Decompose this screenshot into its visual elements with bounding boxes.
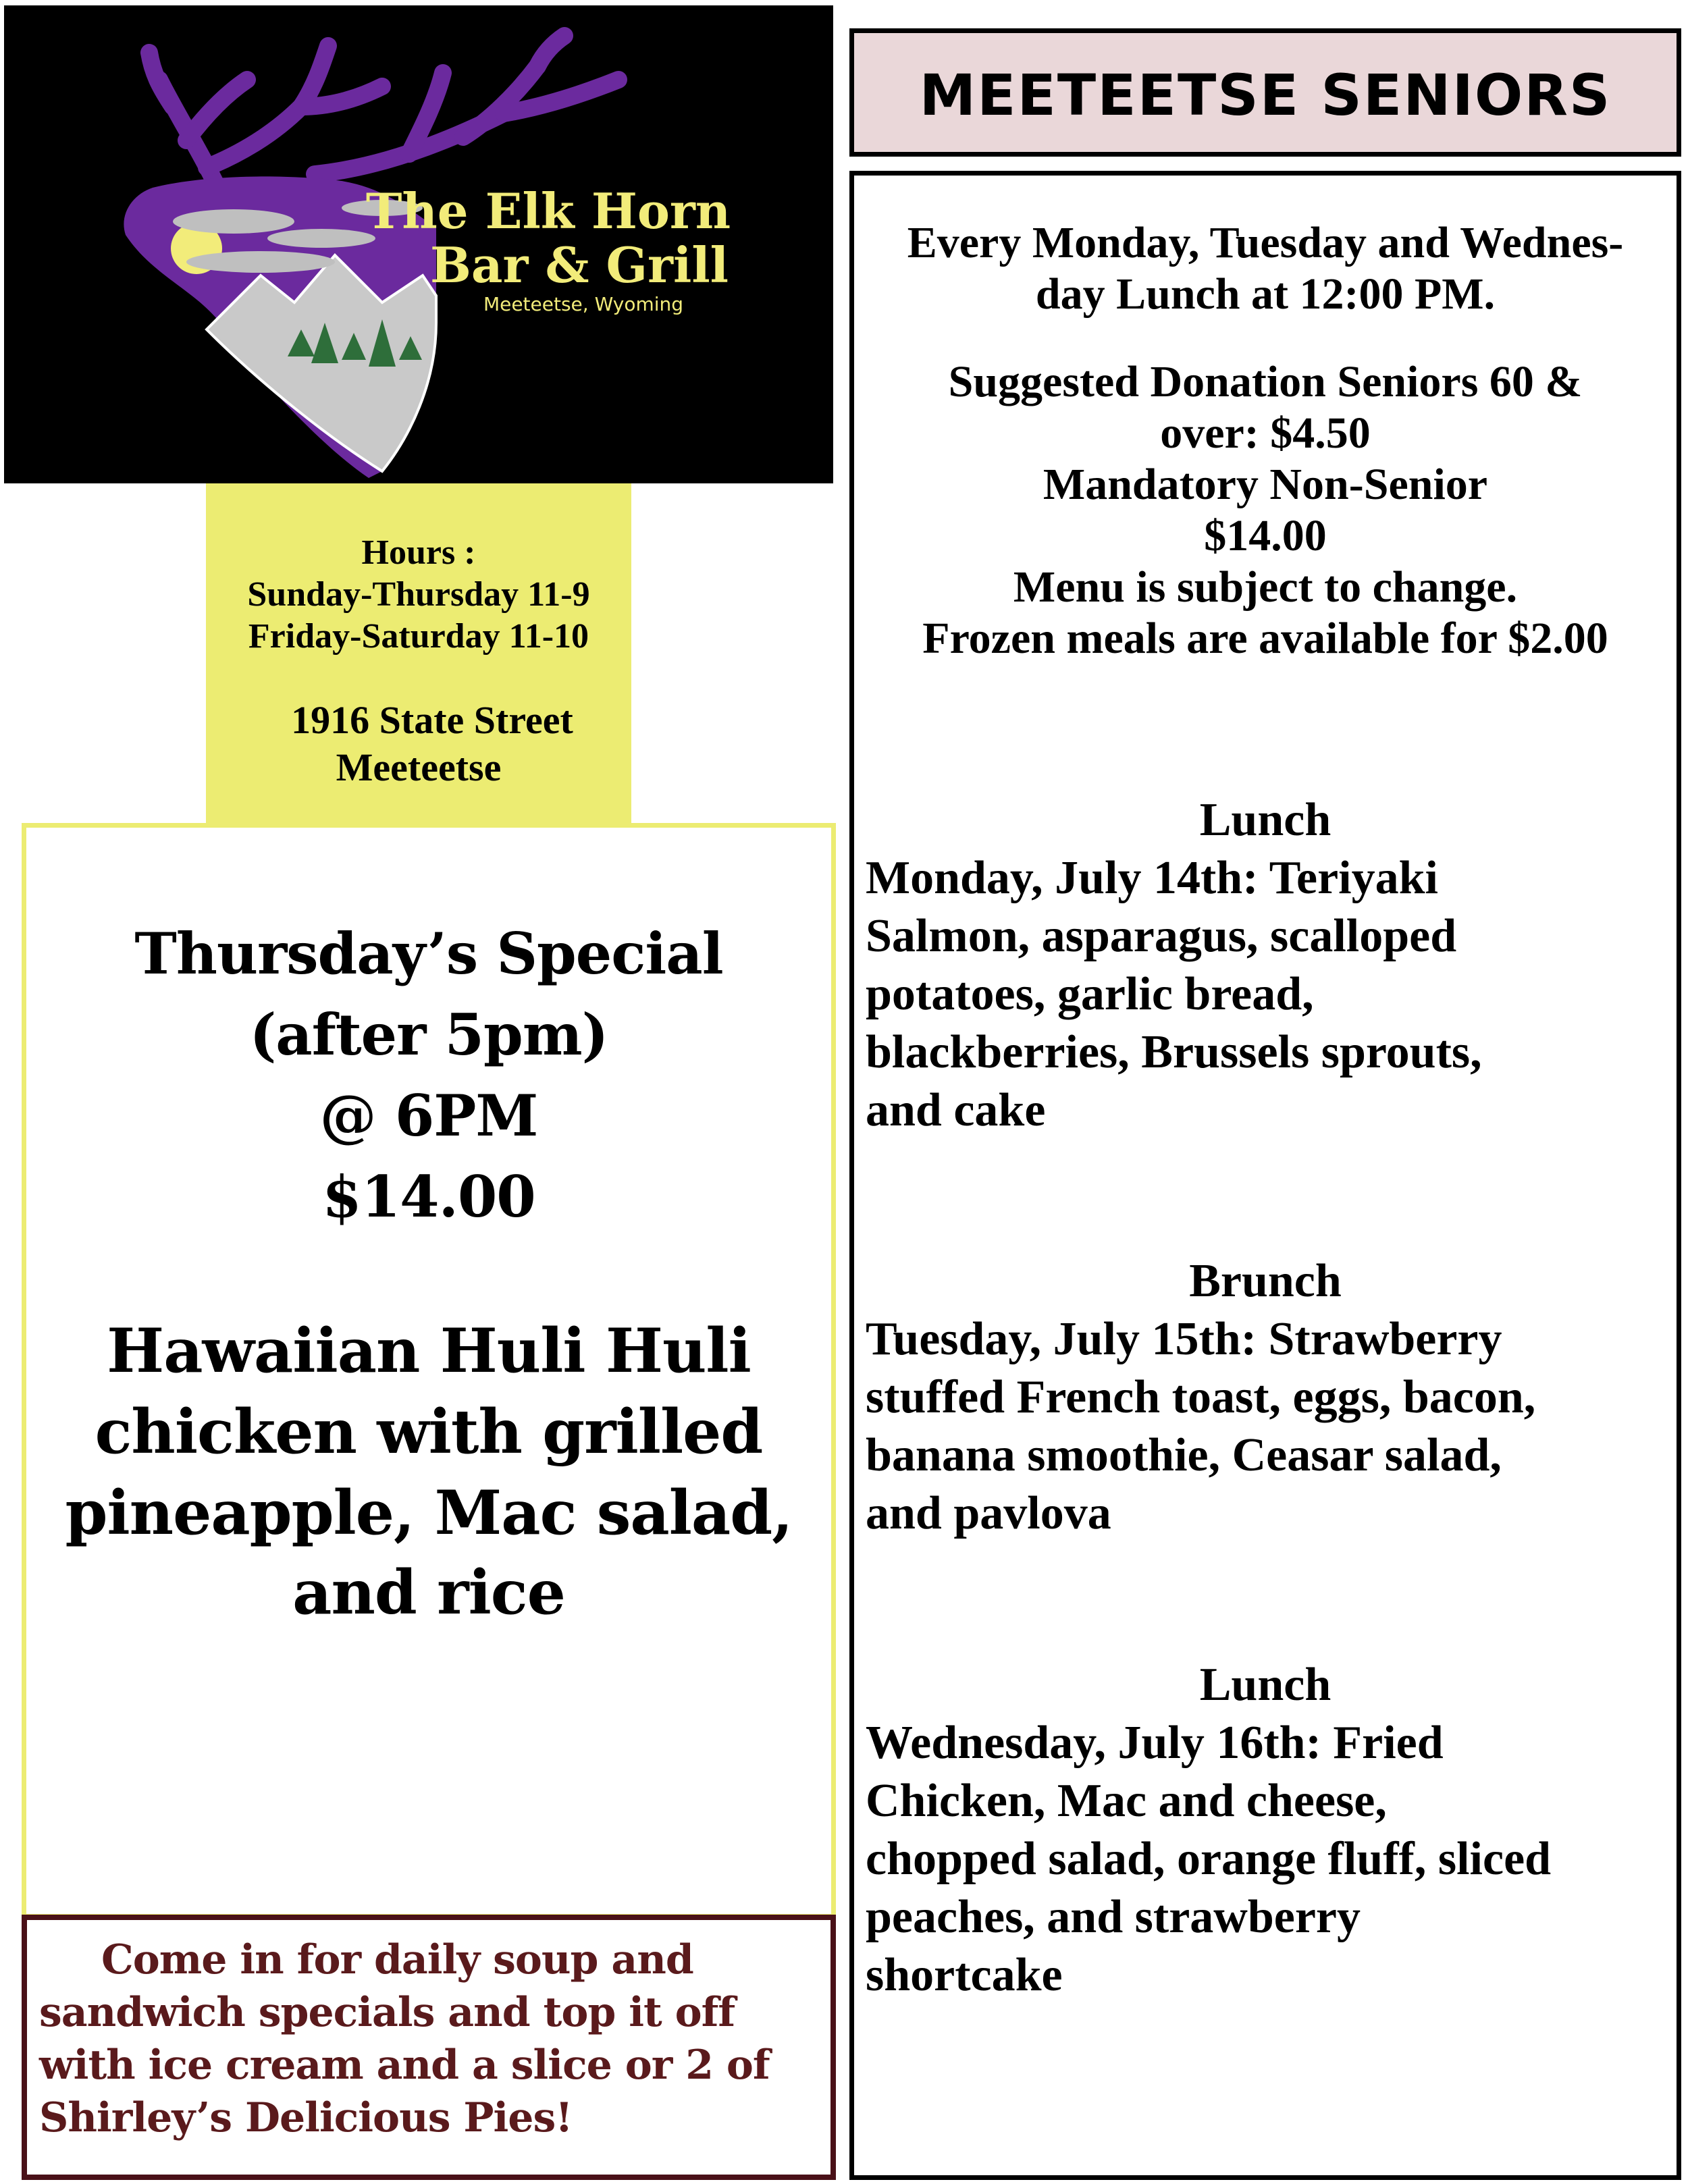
- special-dish-line: and rice: [292, 1557, 565, 1628]
- special-time-note: (after 5pm): [249, 1001, 608, 1068]
- meal-line: Tuesday, July 15th: Strawberry: [866, 1313, 1502, 1365]
- elk-horn-logo: [4, 5, 833, 483]
- promo-line: Come in for daily soup and: [101, 1936, 693, 1983]
- hours-weekdays: Sunday-Thursday 11-9: [247, 575, 590, 614]
- meal-line: Salmon, asparagus, scalloped: [866, 910, 1457, 962]
- meal-line: and pavlova: [866, 1487, 1111, 1539]
- meal-line: peaches, and strawberry: [866, 1891, 1361, 1943]
- pricing-line: Menu is subject to change.: [1013, 562, 1518, 612]
- meal-heading-wednesday: Lunch: [1199, 1659, 1331, 1711]
- special-title: Thursday’s Special: [134, 920, 723, 987]
- meal-line: Chicken, Mac and cheese,: [866, 1775, 1387, 1827]
- promo-panel: [22, 1915, 836, 2180]
- special-dish-line: pineapple, Mac salad,: [65, 1477, 793, 1549]
- pricing-line: Frozen meals are available for $2.00: [922, 614, 1608, 663]
- meal-line: potatoes, garlic bread,: [866, 968, 1314, 1020]
- hours-panel: [206, 483, 631, 824]
- meal-line: Monday, July 14th: Teriyaki: [866, 852, 1438, 904]
- pricing-line: Suggested Donation Seniors 60 &: [948, 357, 1583, 406]
- thursday-special-panel: [22, 823, 836, 1919]
- hours-heading: Hours :: [361, 533, 476, 572]
- schedule-line: day Lunch at 12:00 PM.: [1035, 269, 1496, 319]
- special-dish-line: chicken with grilled: [95, 1396, 763, 1468]
- meal-heading-tuesday: Brunch: [1189, 1255, 1342, 1307]
- meal-line: blackberries, Brussels sprouts,: [866, 1026, 1482, 1078]
- meal-line: stuffed French toast, eggs, bacon,: [866, 1371, 1536, 1423]
- meal-line: chopped salad, orange fluff, sliced: [866, 1833, 1552, 1885]
- pricing-line: Mandatory Non-Senior: [1043, 460, 1488, 509]
- meal-heading-monday: Lunch: [1199, 794, 1331, 846]
- special-dish-line: Hawaiian Huli Huli: [107, 1315, 751, 1387]
- address-line1: 1916 State Street: [291, 698, 573, 742]
- promo-line: Shirley’s Delicious Pies!: [39, 2094, 573, 2141]
- hours-weekend: Friday-Saturday 11-10: [248, 617, 589, 656]
- special-time: @ 6PM: [319, 1082, 538, 1149]
- meal-line: Wednesday, July 16th: Fried: [866, 1717, 1444, 1769]
- pricing-line: over: $4.50: [1160, 408, 1371, 458]
- meal-line: shortcake: [866, 1949, 1063, 2001]
- seniors-header: [849, 28, 1681, 157]
- seniors-title: MEETEETSE SENIORS: [919, 62, 1612, 128]
- logo-name-line2: Bar & Grill: [429, 236, 729, 294]
- promo-line: sandwich specials and top it off: [39, 1989, 735, 2036]
- special-price: $14.00: [322, 1163, 535, 1230]
- meal-line: banana smoothie, Ceasar salad,: [866, 1429, 1502, 1481]
- pricing-line: $14.00: [1204, 511, 1327, 560]
- logo-location: Meeteetse, Wyoming: [483, 293, 684, 315]
- logo-name-line1: The Elk Horn: [365, 182, 731, 240]
- promo-line: with ice cream and a slice or 2 of: [39, 2042, 770, 2089]
- address-line2: Meeteetse: [336, 745, 502, 789]
- meal-line: and cake: [866, 1084, 1046, 1136]
- seniors-menu-box: [849, 171, 1681, 2180]
- logo-panel: [4, 5, 833, 483]
- schedule-line: Every Monday, Tuesday and Wednes-: [907, 218, 1624, 267]
